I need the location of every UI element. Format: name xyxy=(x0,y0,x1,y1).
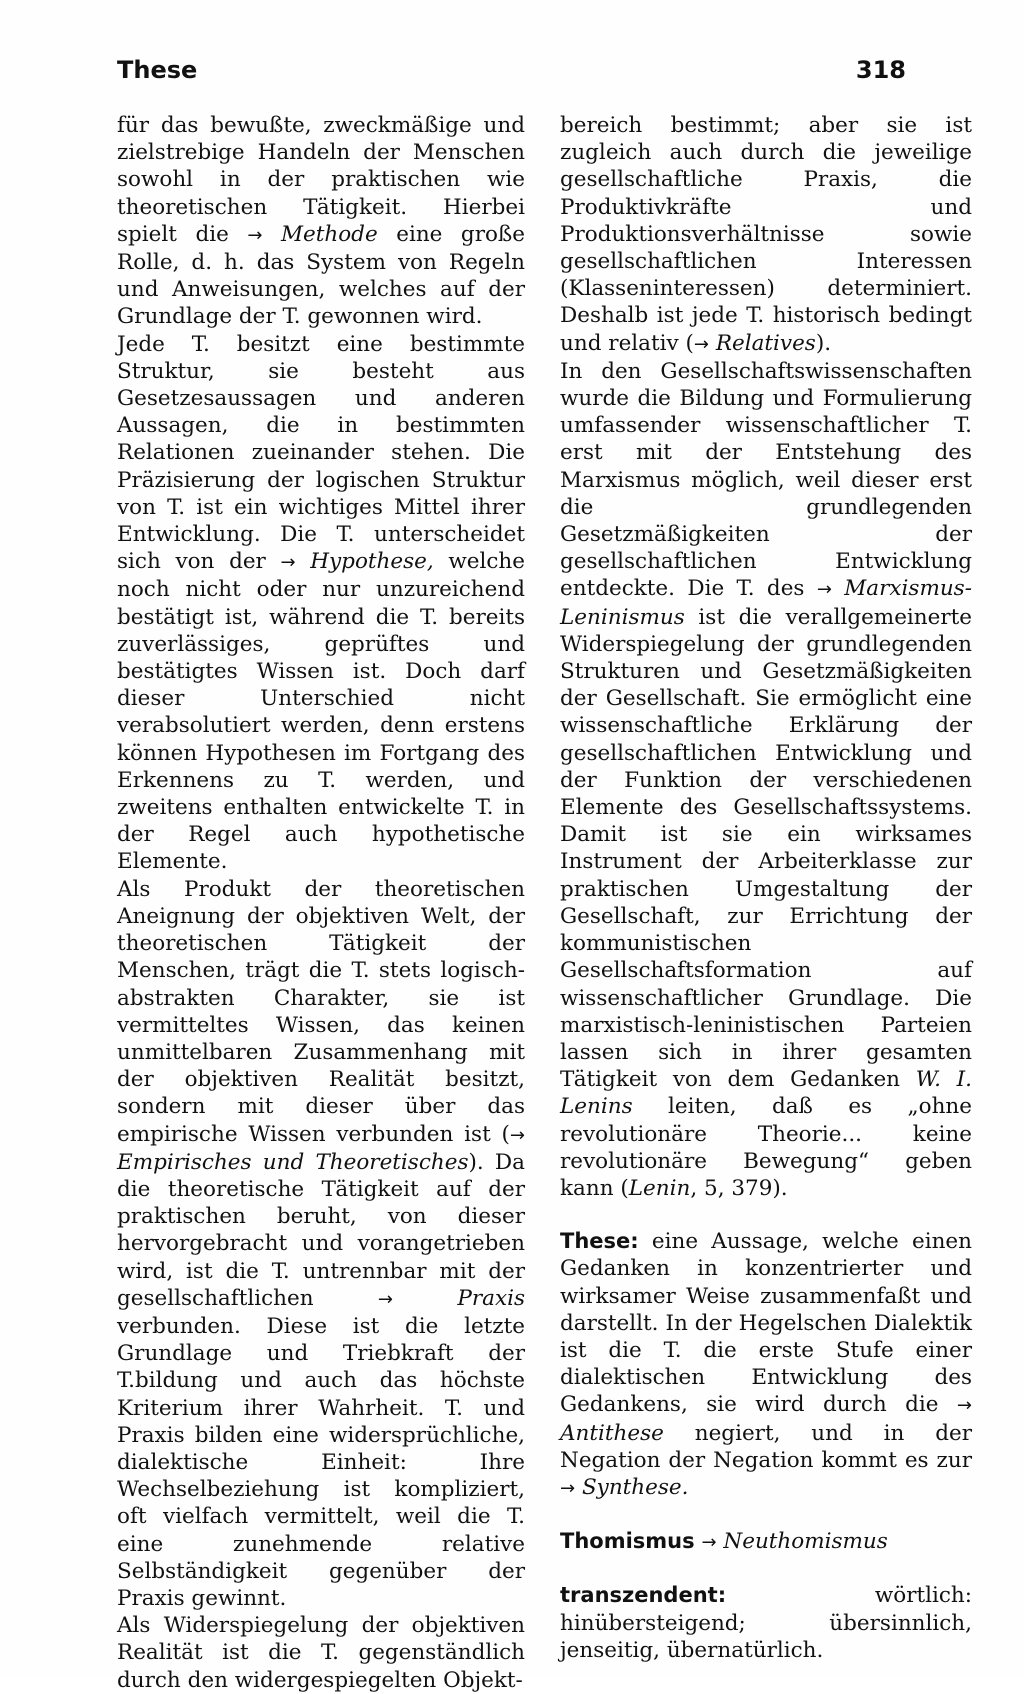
left-column xyxy=(117,112,525,1694)
entry-these: These: eine Aussage, welche einen Gedanken in konzentrierter und wirksamer Weise zusammenfaßt und darstellt. In der Hegelschen Dialektik ist die T. die erste Stufe einer dialektischen Entwicklung des Gedankens, sie wird durch die → Antithese negiert, und in der Negation der Negation kommt es zur → Synthese. xyxy=(560,1229,972,1500)
arrow-icon: → xyxy=(280,552,296,574)
arrow-icon: → xyxy=(509,1124,525,1146)
cross-reference[interactable]: Neuthomismus xyxy=(723,1529,888,1555)
cross-reference[interactable]: Methode xyxy=(281,221,378,247)
arrow-icon: → xyxy=(693,333,709,355)
paragraph: Jede T. besitzt eine bestimmte Struktur, sie besteht aus Gesetzesaussagen und anderen Aussagen, die in bestimmten Relationen zueinander stehen. Die Präzisierung der logischen Struktur von T. ist ein wichtiges Mittel ihrer Entwicklung. Die T. unterscheidet sich von der → Hypothese, welche noch nicht oder nur unzureichend bestätigt ist, während die T. bereits zuverlässiges, geprüftes und bestätigtes Wissen ist. Doch darf dieser Unterschied nicht verabsolutiert werden, denn erstens können Hypothesen im Fortgang des Erkennens zu T. werden, und zweitens enthalten entwickelte T. in der Regel auch hypothetische Elemente. xyxy=(117,331,525,875)
cross-reference[interactable]: Synthese. xyxy=(581,1474,689,1500)
entry-thomismus xyxy=(560,1528,972,1556)
paragraph: Als Widerspiegelung der objektiven Realität ist die T. gegenständlich durch den widergespiegelten Objekt- xyxy=(117,1613,525,1693)
page-number: 318 xyxy=(855,56,906,84)
right-column xyxy=(560,112,972,1664)
paragraph: bereich bestimmt; aber sie ist zugleich auch durch die jeweilige gesellschaftliche Praxis, die Produktivkräfte und Produktionsverhältnisse sowie gesellschaftlichen Interessen (Klasseninteressen) determiniert. Deshalb ist jede T. historisch bedingt und relativ (→ Relatives). xyxy=(560,113,972,356)
cross-reference[interactable]: Hypothese, xyxy=(310,549,434,575)
arrow-icon: → xyxy=(701,1532,717,1554)
paragraph: Als Produkt der theoretischen Aneignung der objektiven Welt, der theoretischen Tätigkeit der Menschen, trägt die T. stets logisch-abstrakten Charakter, sie ist vermitteltes Wissen, das keinen unmittelbaren Zusammenhang mit der objektiven Realität besitzt, sondern mit dieser über das empirische Wissen verbunden ist (→ Empirisches und Theoretisches). Da die theoretische Tätigkeit auf der praktischen beruht, von dieser hervorgebracht und vorangetrieben wird, ist die T. untrennbar mit der gesellschaftlichen → Praxis verbunden. Diese ist die letzte Grundlage und Triebkraft der T.bildung und auch das höchste Kriterium ihrer Wahrheit. T. und Praxis bilden eine widersprüchliche, dialektische Einheit: Ihre Wechselbeziehung ist kompliziert, oft vielfach vermittelt, weil die T. eine zunehmende relative Selbständigkeit gegenüber der Praxis gewinnt. xyxy=(117,876,525,1611)
paragraph: In den Gesellschaftswissenschaften wurde die Bildung und Formulierung umfassender wissenschaftlicher T. erst mit der Entstehung des Marxismus möglich, weil dieser erst die grundlegenden Gesetzmäßigkeiten der gesellschaftlichen Entwicklung entdeckte. Die T. des → Marxismus-Leninismus ist die verallgemeinerte Widerspiegelung der grundlegenden Strukturen und Gesetzmäßigkeiten der Gesellschaft. Sie ermöglicht eine wissenschaftliche Erklärung der gesellschaftlichen Entwicklung und der Funktion der verschiedenen Elemente des Gesellschaftssystems. Damit ist sie ein wirksames Instrument der Arbeiterklasse zur praktischen Umgestaltung der Gesellschaft, zur Errichtung der kommunistischen Gesellschaftsformation auf wissenschaftlicher Grundlage. Die marxistisch-leninistischen Parteien lassen sich in ihrer gesamten Tätigkeit von dem Gedanken W. I. Lenins leiten, daß es „ohne revolutionäre Theorie... keine revolutionäre Bewegung“ geben kann (Lenin, 5, 379). xyxy=(560,358,973,1201)
running-head: These xyxy=(117,56,198,84)
lemma: Thomismus xyxy=(560,1529,695,1554)
arrow-icon: → xyxy=(956,1395,972,1417)
cross-reference[interactable]: Relatives xyxy=(715,330,816,356)
lemma: These: xyxy=(560,1229,639,1254)
cross-reference[interactable]: Marxismus-Leninismus xyxy=(560,576,972,630)
lemma: transzendent: xyxy=(560,1583,727,1608)
cross-reference[interactable]: Antithese xyxy=(560,1420,664,1446)
citation-author: Lenin xyxy=(628,1175,691,1201)
arrow-icon: → xyxy=(247,224,263,246)
author-name: W. I. Lenins xyxy=(560,1067,972,1120)
cross-reference[interactable]: Empirisches und Theoretisches xyxy=(117,1149,469,1175)
arrow-icon: → xyxy=(560,1477,576,1499)
paragraph: für das bewußte, zweckmäßige und zielstrebige Handeln der Menschen sowohl in der praktischen wie theoretischen Tätigkeit. Hierbei spielt die → Methode eine große Rolle, d. h. das System von Regeln und Anweisungen, welches auf der Grundlage der T. gewonnen wird. xyxy=(117,113,525,330)
cross-reference[interactable]: Praxis xyxy=(457,1285,525,1311)
arrow-icon: → xyxy=(816,579,832,601)
arrow-icon: → xyxy=(377,1288,394,1310)
entry-transzendent: transzendent: wörtlich: hinübersteigend; übersinnlich, jenseitig, übernatürlich. xyxy=(560,1583,972,1663)
